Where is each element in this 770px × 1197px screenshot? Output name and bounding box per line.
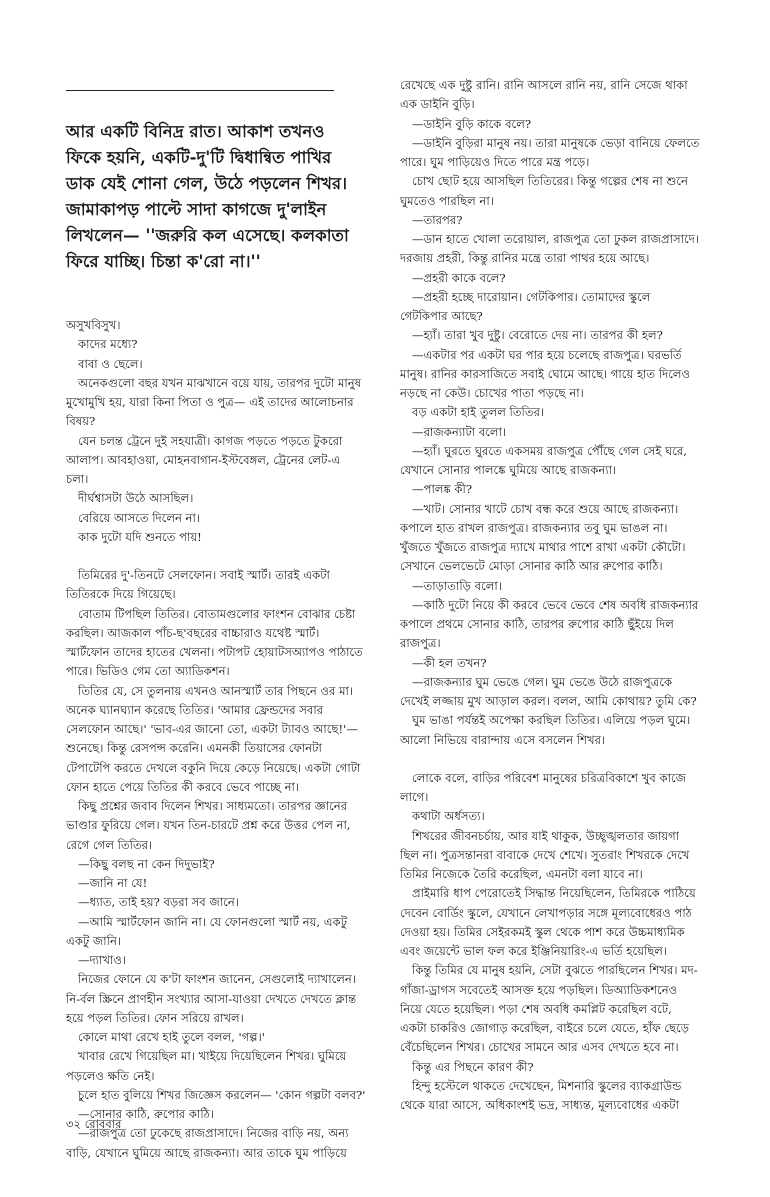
paragraph: বাবা ও ছেলে।: [78, 356, 143, 371]
paragraph: প্রাইমারি ধাপ পেরোতেই সিদ্ধান্ত নিয়েছিলেন, তিমিরকে পাঠিয়ে দেবেন বোর্ডিং স্কুলে, যেখানে লেখাপড়ার সঙ্গে মূল্যবোধেরও পাঠ দেওয়া হয়। তিমির সেইরকমই স্কুল থেকে পাশ করে উচ্চমাধ্যমিক এবং জয়েন্টে ভাল ফল করে ইঞ্জিনিয়ারিং-এ ভর্তি হয়েছিল।: [400, 886, 696, 958]
pull-quote-rule: [66, 90, 334, 91]
paragraph: —পালঙ্ক কী?: [412, 482, 473, 497]
paragraph: —প্রহরী কাকে বলে?: [412, 270, 506, 285]
pull-quote: আর একটি বিনিদ্র রাত। আকাশ তখনও ফিকে হয়নি, একটি-দু'টি দ্বিধান্বিত পাখির ডাক যেই শোনা গেল, উঠে পড়লেন শিখর। জামাকাপড় পাল্টে সাদা কাগজে দু'লাইন লিখলেন— ''জরুরি কল এসেছে। কলকাতা ফিরে যাচ্ছি। চিন্তা ক'রো না।'': [66, 121, 349, 271]
paragraph: —রাজপুত্র তো ঢুকেছে রাজপ্রাসাদে। নিজের বাড়ি নয়, অন্য বাড়ি, যেখানে ঘুমিয়ে আছে রাজকন্যা। আর তাকে ঘুম পাড়িয়ে: [66, 1126, 349, 1160]
section-break: [66, 547, 366, 566]
paragraph: —হ্যাঁ। ঘুরতে ঘুরতে একসময় রাজপুত্র পৌঁছে গেল সেই ঘরে, যেখানে সোনার পালঙ্কে ঘুমিয়ে আছে রাজকন্যা।: [400, 443, 687, 477]
paragraph: বোতাম টিপছিল তিতির। বোতামগুলোর ফাংশন বোঝার চেষ্টা করছিল। আজকাল পাঁচ-ছ'বছরের বাচ্চারাও যথেষ্ট স্মার্ট। স্মার্টফোন তাদের হাতের খেলনা। পটাপট হোয়াটসঅ্যাপও পাঠাতে পারে। ভিডিও গেম তো অ্যাডিকশন।: [66, 606, 363, 679]
paragraph: —কাঠি দুটো নিয়ে কী করবে ভেবে ভেবে শেষ অবধি রাজকন্যার কপালে প্রথমে সোনার কাঠি, তারপর রুপোর কাঠি ছুঁইয়ে দিল রাজপুত্র।: [400, 597, 699, 651]
paragraph: নিজের ফোনে যে ক'টা ফাংশন জানেন, সেগুলোই দ্যাখালেন। নি-র্বল স্ক্রিনে প্রাণহীন সংখ্যার আসা-যাওয়া দেখতে দেখতে ক্লান্ত হয়ে পড়ল তিতির। ফোন সরিয়ে রাখল।: [66, 972, 357, 1025]
paragraph: কিন্তু তিমির যে মানুষ হয়নি, সেটা বুঝতে পারছিলেন শিখর। মদ-গাঁজা-ড্রাগস সবেতেই আসক্ত হয়ে পড়ছিল। ডিঅ্যাডিকশনেও নিয়ে যেতে হয়েছিল। পড়া শেষ অবধি কমপ্লিট করেছিল বটে, একটা চাকরিও জোগাড় করেছিল, বাইরে চলে যেতে, হাঁফ ছেড়ে বেঁচেছিলেন শিখর। চোখের সামনে আর এসব দেখতে হবে না।: [400, 963, 698, 1055]
paragraph: কিছু প্রশ্নের জবাব দিলেন শিখর। সাধ্যমতো। তারপর জ্ঞানের ভাণ্ডার ফুরিয়ে গেল। যখন তিন-চারটে প্রশ্ন করে উত্তর পেল না, রেগে গেল তিতির।: [66, 799, 351, 852]
paragraph: শিখরের জীবনচর্চায়, আর যাই থাকুক, উচ্ছৃঙ্খলতার জায়গা ছিল না। পুত্রসন্তানরা বাবাকে দেখে শেখে। সুতরাং শিখরকে দেখে তিমির নিজেকে তৈরি করেছিল, এমনটা বলা যাবে না।: [400, 828, 690, 881]
paragraph: —তাড়াতাড়ি বলো।: [412, 578, 502, 593]
paragraph: অসুখবিসুখ।: [66, 318, 121, 332]
paragraph: —কী হল তখন?: [412, 655, 487, 670]
paragraph: দীর্ঘশ্বাসটা উঠে আসছিল।: [78, 491, 194, 506]
paragraph: তিমিরের দু'-তিনটে সেলফোন। সবাই স্মার্ট। তারই একটা তিতিরকে দিয়ে গিয়েছে।: [66, 568, 330, 602]
paragraph: —ডাইনি বুড়ি কাকে বলে?: [412, 116, 532, 131]
paragraph: —ডান হাতে খোলা তরোয়াল, রাজপুত্র তো ঢুকল রাজপ্রাসাদে। দরজায় প্রহরী, কিন্তু রানির মন্ত্রে তারা পাথর হয়ে আছে।: [400, 232, 699, 266]
paragraph: কিন্তু এর পিছনে কারণ কী?: [412, 1059, 534, 1074]
paragraph: কথাটা অর্ধসত্য।: [412, 809, 485, 824]
paragraph: —ডাইনি বুড়িরা মানুষ নয়। তারা মানুষকে ভেড়া বানিয়ে ফেলতে পারে। ঘুম পাড়িয়েও দিতে পারে মন্ত্র পড়ে।: [400, 135, 700, 169]
paragraph: —হ্যাঁ। তারা খুব দুষ্টু। বেরোতে দেয় না। তারপর কী হল?: [412, 328, 663, 343]
paragraph: —তারপর?: [412, 212, 463, 227]
paragraph: অনেকগুলো বছর যখন মাঝখানে বয়ে যায়, তারপর দুটো মানুষ মুখোমুখি হয়, যারা কিনা পিতা ও পুত্র— এই তাদের আলোচনার বিষয়?: [66, 375, 362, 429]
paragraph: ঘুম ভাঙা পর্যন্তই অপেক্ষা করছিল তিতির। এলিয়ে পড়ল ঘুমে। আলো নিভিয়ে বারান্দায় এসে বসলেন শিখর।: [400, 713, 691, 747]
paragraph: —ধ্যাত, তাই হয়? বড়রা সব জানে।: [78, 895, 239, 910]
paragraph: যেন চলন্ত ট্রেনে দুই সহযাত্রী। কাগজ পড়তে পড়তে টুকরো আলাপ। আবহাওয়া, মোহনবাগান-ইস্টবেঙ্গল, ট্রেনের লেট-এ চলা।: [66, 433, 343, 486]
right-text-column: [400, 76, 700, 1115]
paragraph: বড় একটা হাই তুলল তিতির।: [412, 405, 545, 420]
paragraph: —রাজকন্যার ঘুম ভেঙে গেল। ঘুম ভেঙে উঠে রাজপুত্রকে দেখেই লজ্জায় মুখ আড়াল করল। বলল, আমি কোথায়? তুমি কে?: [400, 674, 697, 708]
paragraph: কাক দুটো যদি শুনতে পায়!: [78, 529, 202, 544]
paragraph: —খাট। সোনার খাটে চোখ বন্ধ করে শুয়ে আছে রাজকন্যা। কপালে হাত রাখল রাজপুত্র। রাজকন্যার তবু ঘুম ভাঙল না। খুঁজতে খুঁজতে রাজপুত্র দ্যাখে মাথার পাশে রাখা একটা কৌটো। সেখানে ভেলভেটে মোড়া সোনার কাঠি আর রুপোর কাঠি।: [400, 501, 686, 574]
paragraph: তিতির যে, সে তুলনায় এখনও আনস্মার্ট তার পিছনে ওর মা। অনেক ঘ্যানঘ্যান করেছে তিতির। 'আমার ফ্রেন্ডদের সবার সেলফোন আছে।' 'ভাব-এর জানো তো, একটা ট্যাবও আছে!'— শুনেছে। কিন্তু রেসপন্স করেনি। এমনকী তিয়াসের ফোনটা টেপাটেপি করতে দেখলে বকুনি দিয়ে কেড়ে নিয়েছে। একটা গোটা ফোন হাতে পেয়ে তিতির কী করবে ভেবে পাচ্ছে না।: [66, 683, 361, 794]
paragraph: কাদের মধ্যে?: [78, 337, 138, 352]
paragraph: চুলে হাত বুলিয়ে শিখর জিজ্ঞেস করলেন— 'কোন গল্পটা বলব?': [78, 1087, 366, 1102]
paragraph: বেরিয়ে আসতে দিলেন না।: [78, 510, 200, 525]
paragraph: চোখ ছোট হয়ে আসছিল তিতিরের। কিন্তু গল্পের শেষ না শুনে ঘুমতেও পারছিল না।: [400, 174, 688, 208]
paragraph: —সোনার কাঠি, রুপোর কাঠি।: [78, 1107, 215, 1121]
paragraph: লোকে বলে, বাড়ির পরিবেশ মানুষের চরিত্রবিকাশে খুব কাজে লাগে।: [400, 770, 686, 804]
paragraph: —দ্যাখাও।: [78, 953, 127, 967]
paragraph: রেখেছে এক দুষ্টু রানি। রানি আসলে রানি নয়, রানি সেজে থাকা এক ডাইনি বুড়ি।: [400, 78, 688, 112]
page-footer: ৩২ রোববার: [66, 1117, 122, 1131]
paragraph: হিন্দু হস্টেলে থাকতে দেখেছেন, মিশনারি স্কুলের ব্যাকগ্রাউন্ড থেকে যারা আসে, অধিকাংশই ভদ্র, সাধ্যন্ত, মূল্যবোধের একটা: [400, 1078, 682, 1112]
paragraph: —রাজকন্যাটা বলো।: [412, 424, 507, 439]
paragraph: খাবার রেখে গিয়েছিল মা। খাইয়ে দিয়েছিলেন শিখর। ঘুমিয়ে পড়লেও ক্ষতি নেই।: [66, 1049, 347, 1083]
left-text-column: [66, 316, 366, 1163]
paragraph: —একটার পর একটা ঘর পার হয়ে চলেছে রাজপুত্র। ঘরভর্তি মানুষ। রানির কারসাজিতে সবাই ঘোমে আছে। গায়ে হাত দিলেও নড়ছে না কেউ। চোখের পাতা পড়ছে না।: [400, 347, 691, 400]
paragraph: —জানি না যে!: [78, 876, 148, 890]
paragraph: —প্রহরী হচ্ছে দারোয়ান। গেটকিপার। তোমাদের স্কুলে গেটকিপার আছে?: [400, 289, 651, 323]
paragraph: —আমি স্মার্টফোন জানি না। যে ফোনগুলো স্মার্ট নয়, একটু একটু জানি।: [66, 914, 348, 948]
paragraph: —কিছু বলছ না কেন দিদুভাই?: [78, 856, 215, 871]
paragraph: কোলে মাথা রেখে হাই তুলে বলল, 'গল্প।': [78, 1030, 265, 1044]
section-break: [400, 750, 700, 769]
